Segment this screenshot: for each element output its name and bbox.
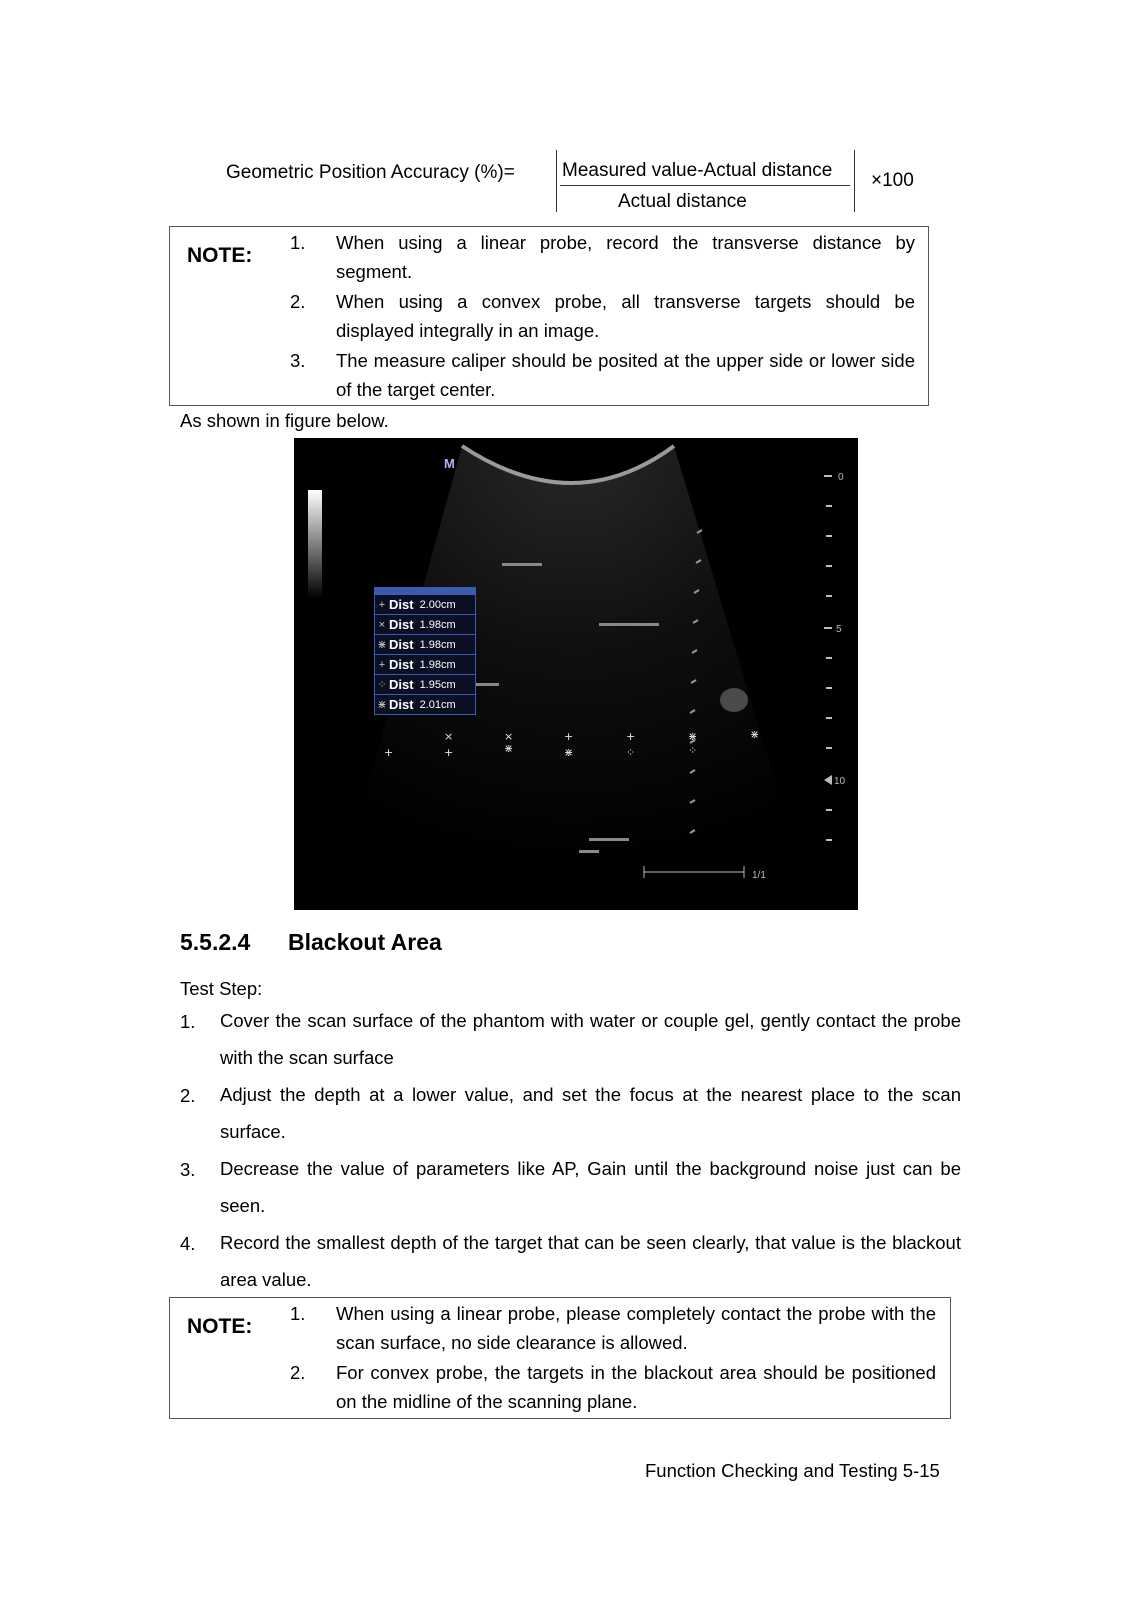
- measurement-row: ⋇ Dist 1.98cm: [375, 634, 475, 654]
- svg-text:⁘: ⁘: [688, 744, 698, 757]
- abs-bar-right: [854, 150, 855, 212]
- note-item-text: For convex probe, the targets in the blackout area should be positioned on the midline of the scanning plane.: [336, 1362, 936, 1412]
- formula-left: Geometric Position Accuracy (%)=: [226, 162, 515, 183]
- note-item-text: When using a convex probe, all transverse targets should be displayed integrally in an image.: [336, 291, 915, 341]
- section-heading: [180, 929, 442, 956]
- note-item-number: 2.: [290, 291, 306, 312]
- depth-label: 5: [836, 624, 842, 635]
- note-item-text: The measure caliper should be posited at the upper side or lower side of the target center.: [336, 350, 915, 400]
- note-item-text: When using a linear probe, record the transverse distance by segment.: [336, 232, 915, 282]
- depth-label: 0: [838, 472, 844, 483]
- svg-text:+: +: [626, 730, 636, 743]
- fraction-line: [560, 185, 850, 186]
- figure-caption: As shown in figure below.: [180, 410, 389, 431]
- probe-marker: M: [444, 456, 455, 471]
- cyst-target: [720, 688, 748, 712]
- note-item-number: 1.: [290, 1303, 306, 1324]
- note-label: NOTE:: [187, 244, 253, 267]
- formula-denominator: Actual distance: [618, 191, 747, 212]
- measurement-row: + Dist 2.00cm: [375, 594, 475, 614]
- svg-text:+: +: [444, 746, 454, 759]
- step-number: 3.: [180, 1159, 196, 1180]
- step-text: Adjust the depth at a lower value, and set the focus at the nearest place to the scan surface.: [220, 1084, 961, 1142]
- depth-label: 10: [834, 776, 846, 787]
- measurement-row: ⋇ Dist 2.01cm: [375, 694, 475, 714]
- note-item-text: When using a linear probe, please completely contact the probe with the scan surface, no side clearance is allowed.: [336, 1303, 936, 1353]
- step-number: 1.: [180, 1011, 196, 1032]
- svg-text:⋇: ⋇: [750, 728, 760, 741]
- svg-text:⁘: ⁘: [626, 746, 636, 759]
- depth-scale: [824, 476, 832, 840]
- note-item-number: 1.: [290, 232, 306, 253]
- note-label: NOTE:: [187, 1315, 253, 1338]
- measurement-row: + Dist 1.98cm: [375, 654, 475, 674]
- note-item-number: 3.: [290, 350, 306, 371]
- section-number: 5.5.2.4: [180, 929, 251, 955]
- scale-label: 1/1: [752, 870, 766, 881]
- gray-scale-bar: [308, 490, 322, 598]
- abs-bar-left: [556, 150, 557, 212]
- svg-text:×: ×: [504, 730, 514, 743]
- step-number: 2.: [180, 1085, 196, 1106]
- svg-text:+: +: [564, 730, 574, 743]
- note-box-1: [169, 226, 929, 406]
- note-item-number: 2.: [290, 1362, 306, 1383]
- formula-numerator: Measured value-Actual distance: [562, 160, 833, 181]
- step-number: 4.: [180, 1233, 196, 1254]
- step-text: Decrease the value of parameters like AP, Gain until the background noise just can be seen.: [220, 1158, 961, 1216]
- svg-text:×: ×: [444, 730, 454, 743]
- svg-text:+: +: [384, 746, 394, 759]
- step-text: Cover the scan surface of the phantom with water or couple gel, gently contact the probe with the scan surface: [220, 1010, 961, 1068]
- svg-text:⋇: ⋇: [504, 742, 514, 755]
- accuracy-formula: [226, 150, 926, 220]
- page-footer: Function Checking and Testing 5-15: [645, 1460, 940, 1481]
- section-title: Blackout Area: [288, 929, 442, 955]
- focus-marker: [824, 775, 832, 785]
- note-box-2: [169, 1297, 951, 1419]
- ultrasound-image: [294, 438, 858, 910]
- step-text: Record the smallest depth of the target that can be seen clearly, that value is the blackout area value.: [220, 1232, 961, 1290]
- svg-text:⋇: ⋇: [564, 746, 574, 759]
- measurement-panel: [374, 587, 476, 715]
- formula-multiplier: ×100: [871, 170, 914, 191]
- measurement-row: × Dist 1.98cm: [375, 614, 475, 634]
- test-step-intro: Test Step:: [180, 978, 263, 999]
- measurement-row: ⁘ Dist 1.95cm: [375, 674, 475, 694]
- svg-text:⋇: ⋇: [688, 730, 698, 743]
